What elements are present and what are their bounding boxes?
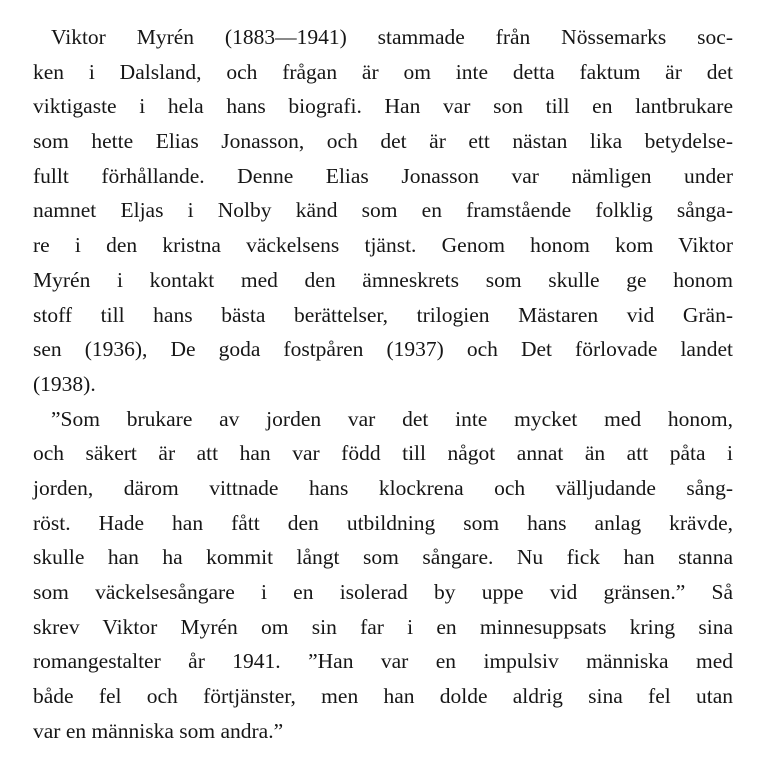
text-line: skrev Viktor Myrén om sin far i en minnesuppsats kring sina [33, 614, 733, 639]
text-line: skulle han ha kommit långt som sångare. Nu fick han stanna [33, 545, 733, 570]
text-line: och säkert är att han var född till något annat än att påta i [33, 441, 733, 466]
text-line: sen (1936), De goda fostpåren (1937) och Det förlovade landet [33, 337, 733, 362]
text-line: Myrén i kontakt med den ämneskrets som skulle ge honom [33, 267, 733, 292]
text-line: (1938). [33, 371, 96, 396]
text-line: jorden, därom vittnade hans klockrena och välljudande sång- [33, 475, 733, 500]
paragraph-2 [18, 402, 733, 749]
text-line: namnet Eljas i Nolby känd som en framstående folklig sånga- [33, 198, 733, 223]
text-line: stoff till hans bästa berättelser, trilogien Mästaren vid Grän- [33, 302, 733, 327]
text-line: som väckelsesångare i en isolerad by uppe vid gränsen.” Så [33, 580, 733, 604]
text-line: Viktor Myrén (1883—1941) stammade från Nössemarks soc- [51, 25, 733, 49]
text-line: både fel och förtjänster, men han dolde aldrig sina fel utan [33, 684, 733, 709]
text-line: ”Som brukare av jorden var det inte mycket med honom, [51, 406, 733, 431]
text-line: var en människa som andra.” [33, 718, 284, 743]
document-page [18, 20, 733, 748]
text-line: ken i Dalsland, och frågan är om inte detta faktum är det [33, 59, 733, 84]
paragraph-1 [18, 20, 733, 402]
text-line: som hette Elias Jonasson, och det är ett nästan lika betydelse- [33, 129, 733, 154]
text-line: re i den kristna väckelsens tjänst. Genom honom kom Viktor [33, 233, 733, 258]
text-line: röst. Hade han fått den utbildning som hans anlag krävde, [33, 510, 733, 535]
text-line: fullt förhållande. Denne Elias Jonasson var nämligen under [33, 163, 733, 188]
text-line: romangestalter år 1941. ”Han var en impulsiv människa med [33, 649, 733, 674]
text-line: viktigaste i hela hans biografi. Han var son till en lantbrukare [33, 94, 733, 119]
